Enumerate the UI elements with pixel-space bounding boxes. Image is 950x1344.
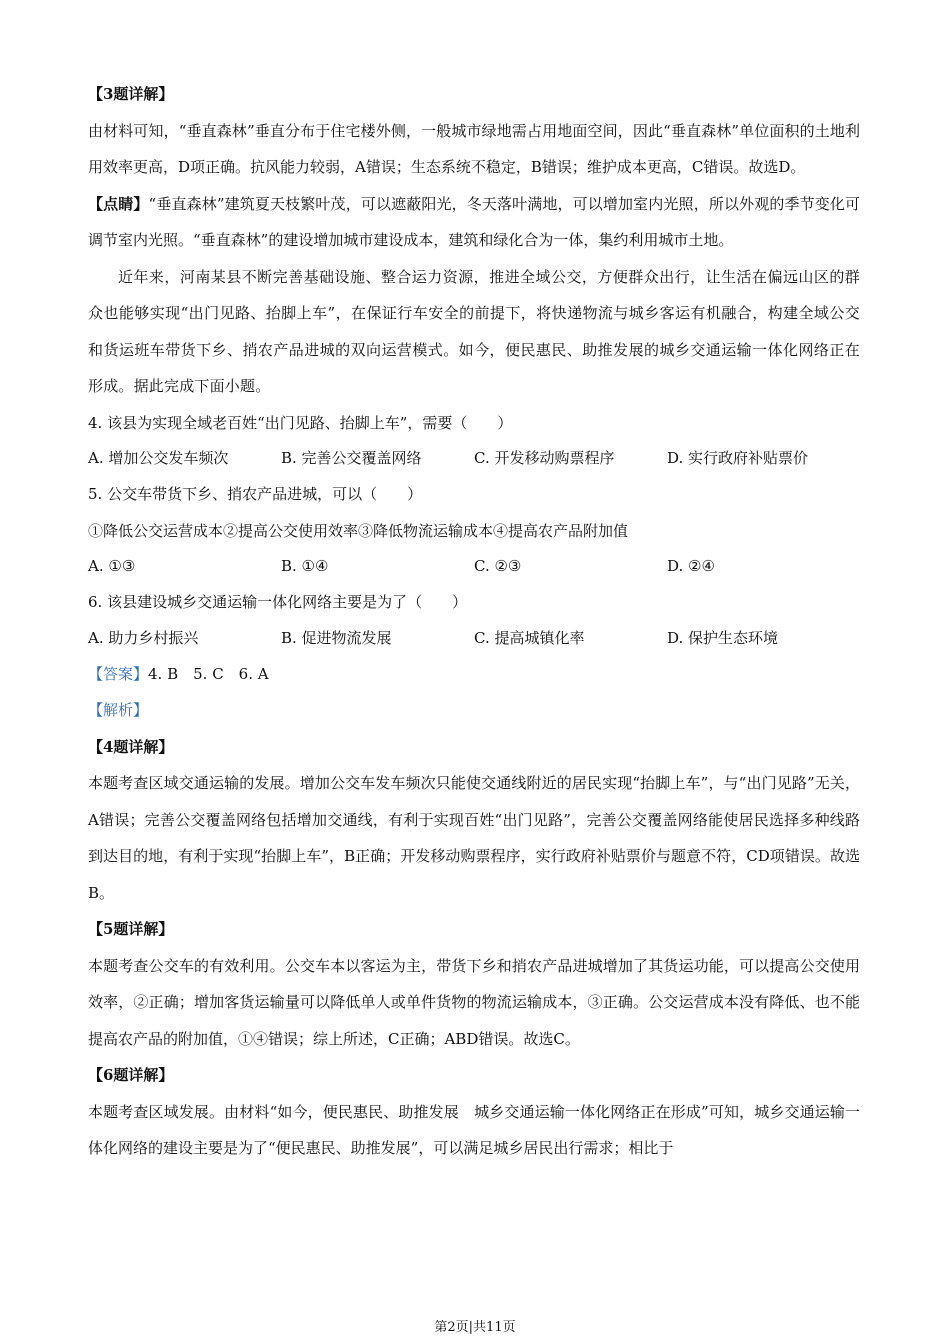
q6-detail-heading: 【6题详解】: [88, 1066, 174, 1084]
question-5: 5. 公交车带货下乡、捎农产品进城，可以（ ）: [88, 485, 423, 503]
option-c: C. 开发移动购票程序: [474, 449, 615, 467]
option-b: B. 完善公交覆盖网络: [281, 449, 422, 467]
option-c: C. ②③: [474, 557, 522, 575]
question-6: 6. 该县建设城乡交通运输一体化网络主要是为了（ ）: [88, 593, 468, 611]
question-4-options: [88, 441, 860, 476]
option-b: B. 促进物流发展: [281, 628, 392, 647]
option-a: A. ①③: [88, 557, 136, 575]
q6-detail-text: 本题考查区域发展。由材料“如今，便民惠民、助推发展 城乡交通运输一体化网络正在形成”可知，城乡交通运输一体化网络的建设主要是为了“便民惠民、助推发展”，可以满足城乡居民出行需求；相比于: [88, 1102, 860, 1157]
question-5-items: ①降低公交运营成本②提高公交使用效率③降低物流运输成本④提高农产品附加值: [88, 521, 629, 540]
material-paragraph: 近年来，河南某县不断完善基础设施、整合运力资源，推进全域公交，方便群众出行，让生活在偏远山区的群众也能够实现“出门见路、抬脚上车”，在保证行车安全的前提下，将快递物流与城乡客运有机融合，构建全域公交和货运班车带货下乡、捎农产品进城的双向运营模式。如今，便民惠民、助推发展的城乡交通运输一体化网络正在形成。据此完成下面小题。: [88, 267, 860, 395]
q5-detail-text: 本题考查公交车的有效利用。公交车本以客运为主，带货下乡和捎农产品进城增加了其货运功能，可以提高公交使用效率，②正确；增加客货运输量可以降低单人或单件货物的物流运输成本，③正确。公交运营成本没有降低、也不能提高农产品的附加值，①④错误；综上所述，C正确；ABD错误。故选C。: [88, 956, 860, 1048]
option-d: D. ②④: [667, 557, 715, 575]
dianjing-label: 【点睛】: [88, 194, 149, 213]
q3-detail-heading: 【3题详解】: [88, 85, 174, 103]
dianjing-paragraph: [88, 186, 860, 259]
answer-line: [88, 656, 860, 693]
option-c: C. 提高城镇化率: [474, 628, 585, 647]
question-5-options: [88, 549, 860, 584]
analysis-label: 【解析】: [88, 701, 149, 719]
question-6-options: [88, 621, 860, 656]
option-d: D. 实行政府补贴票价: [667, 449, 809, 467]
document-page: [88, 76, 860, 1167]
option-d: D. 保护生态环境: [667, 628, 779, 647]
q5-detail-heading: 【5题详解】: [88, 920, 174, 938]
option-a: A. 增加公交发车频次: [88, 449, 229, 467]
question-4: 4. 该县为实现全域老百姓“出门见路、抬脚上车”，需要（ ）: [88, 413, 513, 432]
answer-value: 4. B 5. C 6. A: [148, 664, 269, 683]
option-a: A. 助力乡村振兴: [88, 628, 199, 647]
q4-detail-text: 本题考查区域交通运输的发展。增加公交车发车频次只能使交通线附近的居民实现“抬脚上车”，与“出门见路”无关，A错误；完善公交覆盖网络包括增加交通线，有利于实现百姓“出门见路”，完善公交覆盖网络能使居民选择多种线路到达目的地，有利于实现“抬脚上车”，B正确；开发移动购票程序，实行政府补贴票价与题意不符，CD项错误。故选B。: [88, 774, 860, 902]
dianjing-text: “垂直森林”建筑夏天枝繁叶茂，可以遮蔽阳光，冬天落叶满地，可以增加室内光照，所以外观的季节变化可调节室内光照。“垂直森林”的建设增加城市建设成本，建筑和绿化合为一体，集约利用城市土地。: [88, 194, 860, 249]
answer-label: 【答案】: [88, 664, 149, 683]
option-b: B. ①④: [281, 557, 329, 575]
q4-detail-heading: 【4题详解】: [88, 737, 174, 756]
page-footer: 第2页|共11页: [434, 1320, 516, 1335]
q3-detail-text: 由材料可知，“垂直森林”垂直分布于住宅楼外侧，一般城市绿地需占用地面空间，因此“垂直森林”单位面积的土地利用效率更高，D项正确。抗风能力较弱，A错误；生态系统不稳定，B错误；维护成本更高，C错误。故选D。: [88, 121, 860, 176]
